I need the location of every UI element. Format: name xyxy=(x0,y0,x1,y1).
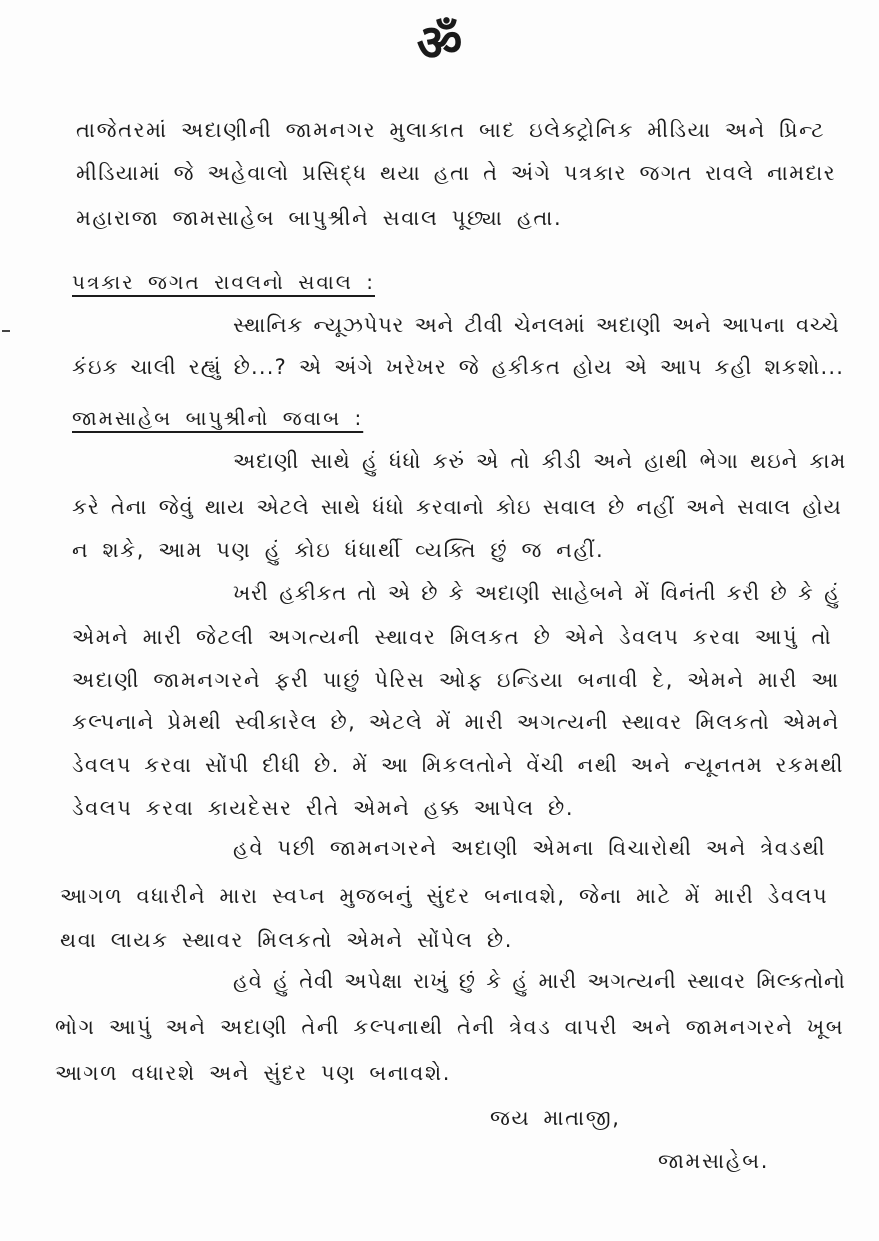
question-line-2: કંઇક ચાલી રહ્યું છે...? એ અંગે ખરેખર જે હકીકત હોય એ આપ કહી શકશો... xyxy=(72,355,845,379)
answer-p1-line-3: ન શકે, આમ પણ હું કોઇ ધંધાર્થી વ્યક્તિ છું જ નહીં. xyxy=(72,538,605,562)
question-heading: પત્રકાર જગત રાવલનો સવાલ : xyxy=(72,270,375,294)
answer-p4-line-2: ભોગ આપું અને અદાણી તેની કલ્પનાથી તેની ત્રેવડ વાપરી અને જામનગરને ખૂબ xyxy=(55,1015,845,1039)
answer-p2-line-6: ડેવલપ કરવા કાયદેસર રીતે એમને હક્ક આપેલ છે. xyxy=(72,796,575,820)
answer-p3-line-1: હવે પછી જામનગરને અદાણી એમના વિચારોથી અને ત્રેવડથી xyxy=(233,836,827,860)
intro-line-3: મહારાજા જામસાહેબ બાપુશ્રીને સવાલ પૂછ્યા હતા. xyxy=(76,206,563,230)
om-symbol: ॐ xyxy=(416,14,463,72)
answer-p2-line-5: ડેવલપ કરવા સોંપી દીધી છે. મેં આ મિકલતોને વેંચી નથી અને ન્યૂનતમ રકમથી xyxy=(72,753,844,777)
answer-p3-line-3: થવા લાયક સ્થાવર મિલકતો એમને સોંપેલ છે. xyxy=(60,928,513,952)
answer-p4-line-1: હવે હું તેવી અપેક્ષા રાખું છું કે હું મારી અગત્યની સ્થાવર મિલ્કતોનો xyxy=(233,969,846,993)
answer-p1-line-2: કરે તેના જેવું થાય એટલે સાથે ધંધો કરવાનો કોઇ સવાલ છે નહીં અને સવાલ હોય xyxy=(72,495,842,519)
answer-p2-line-4: કલ્પનાને પ્રેમથી સ્વીકારેલ છે, એટલે મેં મારી અગત્યની સ્થાવર મિલકતો એમને xyxy=(72,710,840,734)
closing-greeting: જય માતાજી, xyxy=(490,1106,621,1130)
signature: જામસાહેબ. xyxy=(658,1149,770,1173)
margin-mark xyxy=(2,330,10,332)
intro-line-2: મીડિયામાં જે અહેવાલો પ્રસિદ્ધ થયા હતા તે અંગે પત્રકાર જગત રાવલે નામદાર xyxy=(76,161,837,185)
answer-heading: જામસાહેબ બાપુશ્રીનો જવાબ : xyxy=(72,406,364,430)
answer-p2-line-2: એમને મારી જેટલી અગત્યની સ્થાવર મિલકત છે એને ડેવલપ કરવા આપું તો xyxy=(72,625,833,649)
answer-p2-line-3: અદાણી જામનગરને ફરી પાછું પેરિસ ઓફ ઇન્ડિયા બનાવી દે, એમને મારી આ xyxy=(72,668,840,692)
answer-p2-line-1: ખરી હકીકત તો એ છે કે અદાણી સાહેબને મેં વિનંતી કરી છે કે હું xyxy=(233,581,840,605)
answer-p3-line-2: આગળ વધારીને મારા સ્વપ્ન મુજબનું સુંદર બનાવશે, જેના માટે મેં મારી ડેવલપ xyxy=(60,884,829,908)
question-line-1: સ્થાનિક ન્યૂઝપેપર અને ટીવી ચેનલમાં અદાણી અને આપના વચ્ચે xyxy=(233,313,840,337)
answer-p4-line-3: આગળ વધારશે અને સુંદર પણ બનાવશે. xyxy=(55,1061,452,1085)
answer-p1-line-1: અદાણી સાથે હું ધંધો કરું એ તો કીડી અને હાથી ભેગા થઇને કામ xyxy=(233,449,847,473)
intro-line-1: તાજેતરમાં અદાણીની જામનગર મુલાકાત બાદ ઇલેક્ટ્રોનિક મીડિયા અને પ્રિન્ટ xyxy=(76,118,826,142)
